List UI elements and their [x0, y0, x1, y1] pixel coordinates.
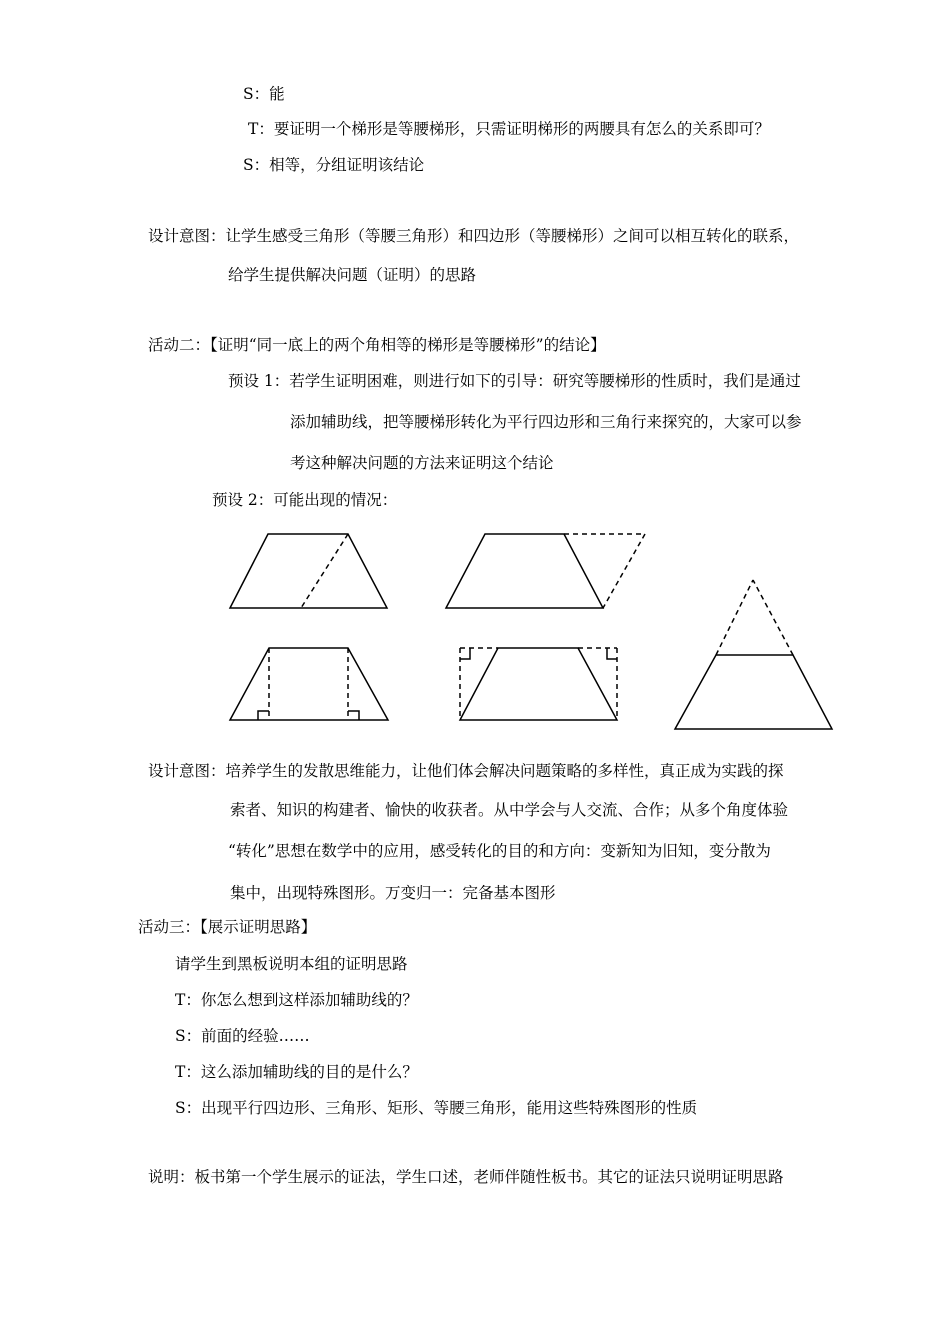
activity-3-line-5: S：出现平行四边形、三角形、矩形、等腰三角形，能用这些特殊图形的性质	[175, 1099, 698, 1117]
activity-3-line-1: 请学生到黑板说明本组的证明思路	[175, 955, 408, 973]
teacher-question-1: T：要证明一个梯形是等腰梯形，只需证明梯形的两腰具有怎么的关系即可？	[248, 120, 770, 138]
preset-1-line-1: 预设 1：若学生证明困难，则进行如下的引导：研究等腰梯形的性质时，我们是通过	[228, 372, 801, 390]
preset-2: 预设 2：可能出现的情况：	[212, 491, 398, 509]
activity-3-line-3: S：前面的经验……	[175, 1027, 310, 1045]
activity-2-title: 活动二：【证明“同一底上的两个角相等的梯形是等腰梯形”的结论】	[148, 336, 606, 354]
note: 说明：板书第一个学生展示的证法，学生口述，老师伴随性板书。其它的证法只说明证明思路	[148, 1168, 784, 1186]
design-intent-2-line-4: 集中，出现特殊图形。万变归一：完备基本图形	[230, 884, 556, 902]
design-intent-2-line-1: 设计意图：培养学生的发散思维能力，让他们体会解决问题策略的多样性，真正成为实践的探	[148, 762, 784, 780]
figure-parallel-leg	[230, 534, 387, 608]
design-intent-2-line-3: “转化”思想在数学中的应用，感受转化的目的和方向：变新知为旧知，变分散为	[228, 842, 771, 860]
activity-3-title: 活动三：【展示证明思路】	[138, 918, 317, 936]
figure-extended-parallelogram	[446, 534, 645, 608]
activity-3-line-2: T：你怎么想到这样添加辅助线的？	[175, 991, 418, 1009]
preset-1-line-2: 添加辅助线，把等腰梯形转化为平行四边形和三角行来探究的，大家可以参	[290, 413, 802, 431]
activity-3-line-4: T：这么添加辅助线的目的是什么？	[175, 1063, 418, 1081]
design-intent-2-line-2: 索者、知识的构建者、愉快的收获者。从中学会与人交流、合作；从多个角度体验	[230, 801, 789, 819]
figure-two-heights	[230, 648, 388, 720]
design-intent-1-line-2: 给学生提供解决问题（证明）的思路	[228, 266, 477, 284]
figure-extended-triangle	[675, 580, 832, 729]
student-reply-1: S：能	[243, 85, 285, 103]
student-reply-2: S：相等，分组证明该结论	[243, 156, 425, 174]
preset-1-line-3: 考这种解决问题的方法来证明这个结论	[290, 454, 554, 472]
design-intent-1-line-1: 设计意图：让学生感受三角形（等腰三角形）和四边形（等腰梯形）之间可以相互转化的联系，	[148, 227, 800, 245]
figure-enclosing-rectangle	[460, 648, 617, 720]
